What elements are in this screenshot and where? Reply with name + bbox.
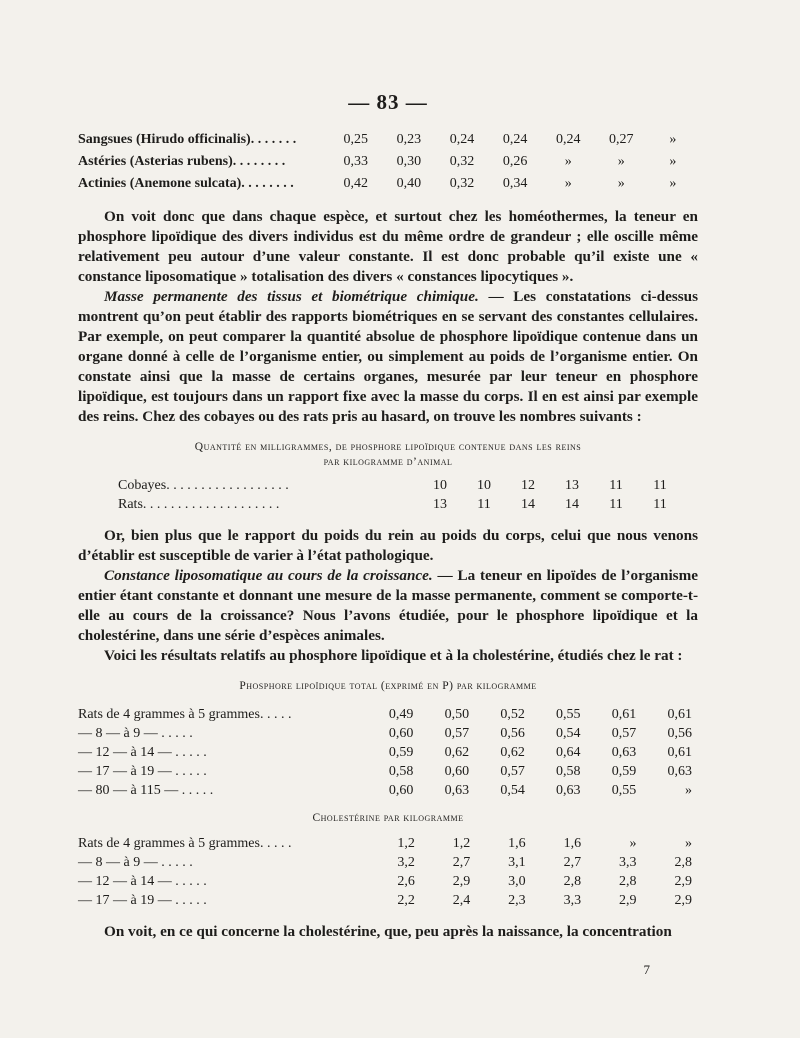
kidney-row-value: 13 (565, 477, 579, 493)
cholesterine-row-value: 2,2 (397, 892, 415, 908)
cholesterine-row-value: 2,7 (452, 854, 471, 870)
phosphore-row-value: 0,62 (500, 744, 525, 760)
cholesterine-row-label: Rats de 4 grammes à 5 grammes. . . . . (78, 835, 292, 851)
cholesterine-row-value: » (629, 835, 637, 851)
cholesterine-row-value: 3,3 (563, 892, 582, 908)
paragraph-croissance-text: — La teneur en lipoïdes de l’organisme entier étant constante et donnant une mesure de la masse permanente, comment se comporte-t-elle au cours de la croissance? Nous l’avons étudiée, pour le phosphore lipoïdique et la cholestérine, dans une série d’espèces animales. (78, 567, 698, 644)
species-table (78, 129, 698, 195)
section-title-croissance: Constance liposomatique au cours de la croissance. (104, 567, 433, 584)
paragraph-conclusion: On voit, en ce qui concerne la cholestérine, que, peu après la naissance, la concentration (104, 923, 672, 940)
cholesterine-row-value: 2,8 (674, 854, 692, 870)
cholesterine-row (78, 891, 698, 910)
phosphore-row-value: 0,58 (556, 763, 581, 779)
species-row-value: 0,25 (343, 132, 368, 147)
phosphore-row-value: 0,60 (388, 782, 414, 798)
species-row-label: Sangsues (Hirudo officinalis). . . . . . . (78, 132, 297, 147)
page-content (78, 90, 698, 942)
species-row (78, 129, 698, 151)
species-row-value: 0,42 (343, 176, 368, 191)
species-row (78, 173, 698, 195)
cholesterine-row-value: 2,9 (674, 892, 692, 908)
cholesterine-row-value: 2,7 (563, 854, 582, 870)
phosphore-row-value: 0,60 (444, 763, 470, 779)
cholesterine-row (78, 872, 698, 891)
phosphore-row (78, 743, 698, 762)
cholesterine-row-value: 2,4 (452, 892, 471, 908)
paragraph-constance: On voit donc que dans chaque espèce, et surtout chez les homéothermes, la teneur en phosphore lipoïdique des divers individus est du même ordre de grandeur ; elle oscille même relativement peu autour d’une valeur constante. Il est donc probable qu’il existe une « constance liposomatique » totalisation des divers « constances lipocytiques ». (78, 208, 698, 285)
phosphore-row-value: 0,59 (611, 763, 637, 779)
paragraph-resultats: Voici les résultats relatifs au phosphore lipoïdique et à la cholestérine, étudiés chez le rat : (104, 647, 683, 664)
species-row-value: » (669, 176, 677, 191)
phosphore-row-value: 0,54 (556, 725, 581, 741)
cholesterine-table (78, 834, 698, 910)
cholesterine-row-label: — 8 — à 9 — . . . . . (78, 854, 193, 870)
kidney-row-value: 11 (477, 496, 491, 512)
cholesterine-row-value: 1,2 (452, 835, 471, 851)
cholesterine-row-value: 3,2 (397, 854, 415, 870)
phosphore-row-value: 0,60 (388, 725, 414, 741)
cholesterine-row-value: » (685, 835, 692, 851)
species-row-value: 0,34 (502, 176, 528, 191)
species-row-value: 0,32 (449, 176, 475, 191)
cholesterine-row-value: 3,3 (619, 854, 637, 870)
paragraph-croissance (78, 566, 698, 646)
phosphore-row-value: 0,58 (388, 763, 414, 779)
cholesterine-row-value: 2,9 (619, 892, 637, 908)
kidney-row-value: 11 (653, 496, 667, 512)
species-row-value: » (669, 154, 677, 169)
cholesterine-row-value: 2,9 (674, 873, 692, 889)
cholesterine-table-title: Cholestérine par kilogramme (312, 812, 464, 824)
cholesterine-row-value: 3,0 (508, 873, 526, 889)
phosphore-row-label: — 12 — à 14 — . . . . . (78, 744, 207, 760)
species-row-value: 0,23 (396, 132, 422, 147)
species-row-label: Actinies (Anemone sulcata). . . . . . . . (78, 176, 294, 191)
cholesterine-row-label: — 17 — à 19 — . . . . . (78, 892, 207, 908)
phosphore-row-value: 0,61 (667, 744, 692, 760)
cholesterine-row-value: 2,8 (563, 873, 582, 889)
cholesterine-row-value: 2,9 (452, 873, 471, 889)
phosphore-row (78, 724, 698, 743)
kidney-row-value: 14 (521, 496, 535, 512)
cholesterine-row-value: 2,6 (397, 873, 415, 889)
kidney-row-value: 11 (609, 496, 623, 512)
kidney-row-label: Cobayes. . . . . . . . . . . . . . . . . . (118, 477, 289, 493)
kidney-table-subtitle: par kilogramme d’animal (323, 456, 453, 468)
phosphore-row-value: 0,59 (388, 744, 414, 760)
species-row-value: 0,32 (449, 154, 475, 169)
species-row-value: 0,26 (502, 154, 528, 169)
kidney-row-value: 12 (521, 477, 535, 493)
species-row-value: » (669, 132, 677, 147)
phosphore-row-value: 0,50 (444, 706, 470, 722)
species-row-value: 0,24 (449, 132, 475, 147)
phosphore-row-label: — 80 — à 115 — . . . . . (78, 782, 214, 798)
phosphore-row-value: 0,63 (444, 782, 470, 798)
species-row-value: 0,30 (396, 154, 422, 169)
paragraph-masse-permanente (78, 287, 698, 427)
phosphore-row (78, 762, 698, 781)
kidney-row-value: 11 (609, 477, 623, 493)
section-title-masse: Masse permanente des tissus et biométrique chimique. (104, 288, 479, 305)
kidney-table (78, 476, 682, 514)
signature-number: 7 (643, 962, 650, 977)
kidney-row (78, 476, 682, 495)
phosphore-row (78, 781, 698, 800)
phosphore-row-value: 0,62 (444, 744, 470, 760)
kidney-row-value: 13 (433, 496, 447, 512)
kidney-row-value: 11 (653, 477, 667, 493)
species-row-value: » (617, 154, 625, 169)
kidney-row-value: 14 (565, 496, 579, 512)
phosphore-row-value: 0,61 (667, 706, 692, 722)
phosphore-row-value: 0,57 (500, 763, 525, 779)
cholesterine-row (78, 853, 698, 872)
paragraph-pathologique: Or, bien plus que le rapport du poids du rein au poids du corps, celui que nous venons d’établir est susceptible de varier à l’état pathologique. (78, 527, 698, 564)
kidney-row-value: 10 (433, 477, 447, 493)
cholesterine-row-value: 2,3 (508, 892, 526, 908)
cholesterine-row-value: 3,1 (508, 854, 526, 870)
phosphore-row-value: 0,63 (611, 744, 637, 760)
species-row-value: » (564, 154, 572, 169)
cholesterine-row-value: 1,6 (563, 835, 582, 851)
kidney-table-title: Quantité en milligrammes, de phosphore lipoïdique contenue dans les reins (194, 441, 582, 453)
cholesterine-row-value: 2,8 (619, 873, 637, 889)
phosphore-row-label: Rats de 4 grammes à 5 grammes. . . . . (78, 706, 292, 722)
phosphore-row-label: — 8 — à 9 — . . . . . (78, 725, 193, 741)
species-row-value: 0,24 (502, 132, 528, 147)
species-row-value: 0,24 (555, 132, 581, 147)
phosphore-row-value: 0,56 (500, 725, 525, 741)
phosphore-row-value: 0,63 (667, 763, 692, 779)
phosphore-row-value: 0,55 (556, 706, 581, 722)
phosphore-row-value: 0,54 (500, 782, 525, 798)
phosphore-row-value: » (685, 782, 692, 798)
phosphore-row-value: 0,57 (444, 725, 470, 741)
phosphore-row (78, 705, 698, 724)
phosphore-row-label: — 17 — à 19 — . . . . . (78, 763, 207, 779)
phosphore-table-title: Phosphore lipoïdique total (exprimé en P) par kilogramme (239, 680, 537, 692)
phosphore-row-value: 0,63 (556, 782, 581, 798)
species-row-value: 0,33 (343, 154, 368, 169)
paragraph-masse-text: — Les constatations ci-dessus montrent qu’on peut établir des rapports biométriques en se servant des constantes cellulaires. Par exemple, on peut comparer la quantité absolue de phosphore lipoïdique contenue dans un organe donné à celle de l’organisme entier, ou simplement au poids de l’organisme entier. On constate ainsi que la masse de certains organes, mesurée par leur teneur en phosphore lipoïdique, est toujours dans un rapport fixe avec la masse du corps. Il en est ainsi par exemple des reins. Chez des cobayes ou des rats pris au hasard, on trouve les nombres suivants : (78, 288, 699, 425)
cholesterine-row-label: — 12 — à 14 — . . . . . (78, 873, 207, 889)
species-row-value: » (564, 176, 572, 191)
kidney-row-value: 10 (477, 477, 491, 493)
species-row-value: 0,27 (609, 132, 634, 147)
phosphore-row-value: 0,55 (611, 782, 637, 798)
phosphore-row-value: 0,52 (500, 706, 525, 722)
species-row-label: Astéries (Asterias rubens). . . . . . . . (78, 154, 286, 169)
kidney-row (78, 495, 682, 514)
species-row-value: 0,40 (396, 176, 422, 191)
phosphore-table (78, 705, 698, 800)
cholesterine-row (78, 834, 698, 853)
phosphore-row-value: 0,64 (556, 744, 581, 760)
page-number: — 83 — (348, 90, 428, 114)
species-row-value: » (617, 176, 625, 191)
phosphore-row-value: 0,61 (611, 706, 637, 722)
kidney-row-label: Rats. . . . . . . . . . . . . . . . . . . . (118, 496, 280, 512)
phosphore-row-value: 0,57 (611, 725, 637, 741)
cholesterine-row-value: 1,2 (397, 835, 415, 851)
phosphore-row-value: 0,49 (388, 706, 414, 722)
phosphore-row-value: 0,56 (667, 725, 692, 741)
species-row (78, 151, 698, 173)
cholesterine-row-value: 1,6 (508, 835, 526, 851)
